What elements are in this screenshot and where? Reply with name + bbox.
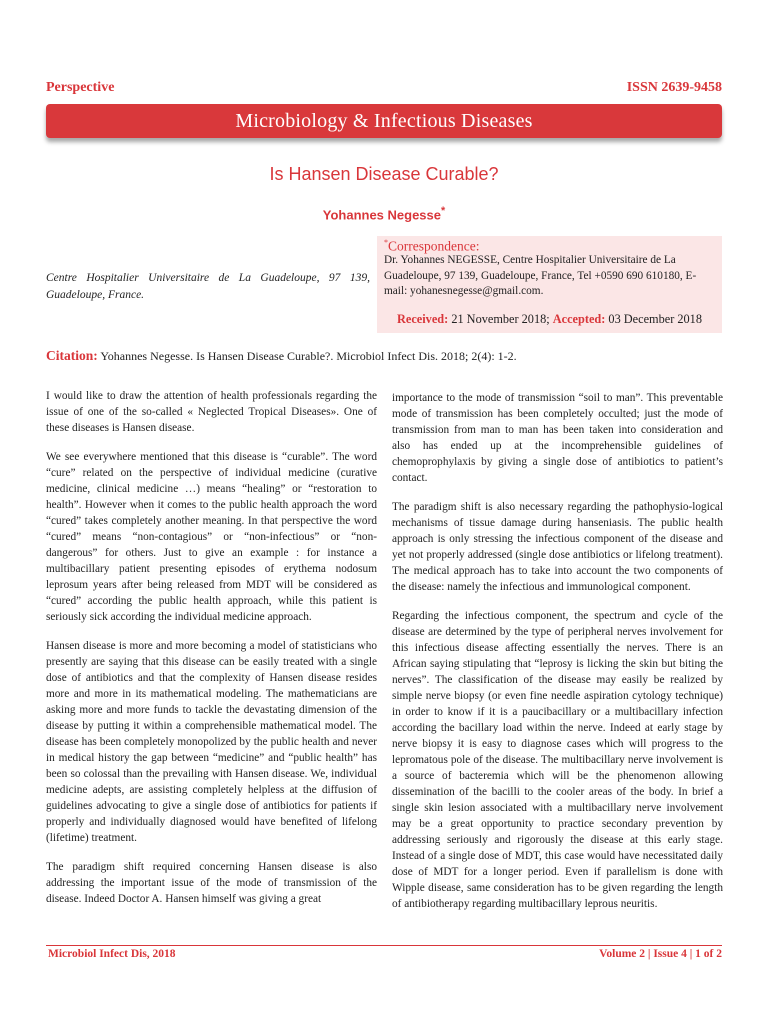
- author-mark: *: [441, 205, 446, 217]
- accepted-date: 03 December 2018: [608, 312, 702, 326]
- correspondence-box: [377, 236, 722, 333]
- paragraph: importance to the mode of transmission “soil to man”. This preventable mode of transmission has been completely occulted; just the mode of transmission from man to man has been taken into consideration and also has ended up at the incomprehensible guidelines of chemoprophylaxis by giving a single dose of antibiotics to patient’s contact.: [392, 392, 723, 484]
- accepted-label: Accepted:: [552, 312, 606, 326]
- correspondence-heading: *Correspondence:: [384, 238, 480, 254]
- author-name: Yohannes Negesse: [322, 207, 442, 223]
- paragraph: The paradigm shift is also necessary regarding the pathophysio-logical mechanisms of tissue damage during hanseniasis. The public health approach is only stressing the infectious component of the disease and yet not properly addressed (single dose antibiotics or lifelong treatment). The medical approach has to take into account the two components of the disease: namely the infectious and immunological component.: [392, 501, 723, 593]
- paragraph: Hansen disease is more and more becoming a model of statisticians who presently are saying that this disease can be easily treated with a single dose of antibiotics and that the complexity of Hansen disease resides more and more in its mathematical modeling. The mathematicians are asking more and more funds to tackle the devastating dimension of the disease by putting it within a comprehensible mathematical model. The disease has been completely monopolized by the public health and never in medical history the gap between “medicine” and “public health” has been so colossal than the prevailing with Hansen disease. We, individual medicine adepts, are assisting completely helpless at the diffusion of guidelines advocating to give a single dose of antibiotics for patients if properly and individually diagnosed would have benefited of lifelong (lifetime) treatment.: [46, 640, 377, 844]
- citation-label: Citation:: [46, 348, 98, 363]
- affiliation: Centre Hospitalier Universitaire de La Guadeloupe, 97 139, Guadeloupe, France.: [46, 272, 370, 301]
- journal-title: Microbiology & Infectious Diseases: [235, 109, 533, 132]
- footer-journal: Microbiol Infect Dis, 2018: [48, 948, 176, 960]
- received-date: 21 November 2018;: [451, 312, 550, 326]
- article-type: Perspective: [46, 80, 115, 95]
- paragraph: Regarding the infectious component, the spectrum and cycle of the disease are determined by the type of peripheral nerves involvement for this infectious disease affecting essentially the nerves. There is an African saying stipulating that “leprosy is licking the skin but biting the nerves”. The classification of the disease may easily be realized by simple nerve biopsy (or even fine needle aspiration cytology technique) in order to know if it is a paucibacillary or a multibacillary infection according the bacillary load within the nerve. Indeed at early stage by nerve biopsy it is easy to diagnose cases which will progress to the lepromatous pole of the disease. The multibacillary nerve involvement is a source of bacteremia which will be the phenomenon allowing dissemination of the bacilli to the cooler areas of the body. In brief a single skin lesion associated with a multibacillary nerve involvement may be a great opportunity to practice secondary prevention by addressing seriously and rigorously the disease at this early stage. Instead of a single dose of MDT, this case would have necessitated daily dose of MDT for a longer period. Even if parallelism is done with Wipple disease, same consideration has to be given regarding the length of antibiotherapy regarding multibacillary leprous neuritis.: [392, 610, 723, 910]
- top-meta: [46, 80, 722, 102]
- author-line: [0, 205, 768, 222]
- dates-line: [377, 312, 722, 327]
- paragraph: I would like to draw the attention of health professionals regarding the issue of one of the so-called « Neglected Tropical Diseases». One of these diseases is Hansen disease.: [46, 390, 377, 434]
- article-title: Is Hansen Disease Curable?: [269, 164, 499, 184]
- body-left-column: [46, 388, 377, 920]
- footer: [46, 945, 722, 966]
- correspondence-mark: *: [384, 238, 388, 247]
- issn: ISSN 2639-9458: [626, 80, 722, 95]
- footer-pagination: Volume 2 | Issue 4 | 1 of 2: [599, 948, 722, 960]
- citation: [46, 348, 728, 364]
- paragraph: We see everywhere mentioned that this disease is “curable”. The word “cure” related on the perspective of individual medicine (curative medicine, clinical medicine …) means “healing” or “restoration to health”. However when it comes to the public health approach the word “cured” takes completely another meaning. In that perspective the word “cured” means “non-contagious” or “non-infectious” or “non-dangerous” for others. Just to give an example : for instance a multibacillary patient presenting episodes of erythema nodosum leprosum years after being released from MDT will be considered as “cured” according the public health approach, while this patient is seriously sick according the individual medicine approach.: [46, 451, 377, 623]
- received-label: Received:: [397, 312, 449, 326]
- journal-banner: [46, 104, 722, 138]
- citation-text: Yohannes Negesse. Is Hansen Disease Curable?. Microbiol Infect Dis. 2018; 2(4): 1-2.: [100, 349, 517, 363]
- body-right-column: [392, 390, 723, 925]
- correspondence-text: Dr. Yohannes NEGESSE, Centre Hospitalier Universitaire de La Guadeloupe, 97 139, Guadeloupe, France, Tel +0590 690 610180, E-mail: yohanesnegesse@gmail.com.: [384, 254, 697, 297]
- paragraph: The paradigm shift required concerning Hansen disease is also addressing the important issue of the mode of transmission of the disease. Indeed Doctor A. Hansen himself was giving a great: [46, 861, 377, 905]
